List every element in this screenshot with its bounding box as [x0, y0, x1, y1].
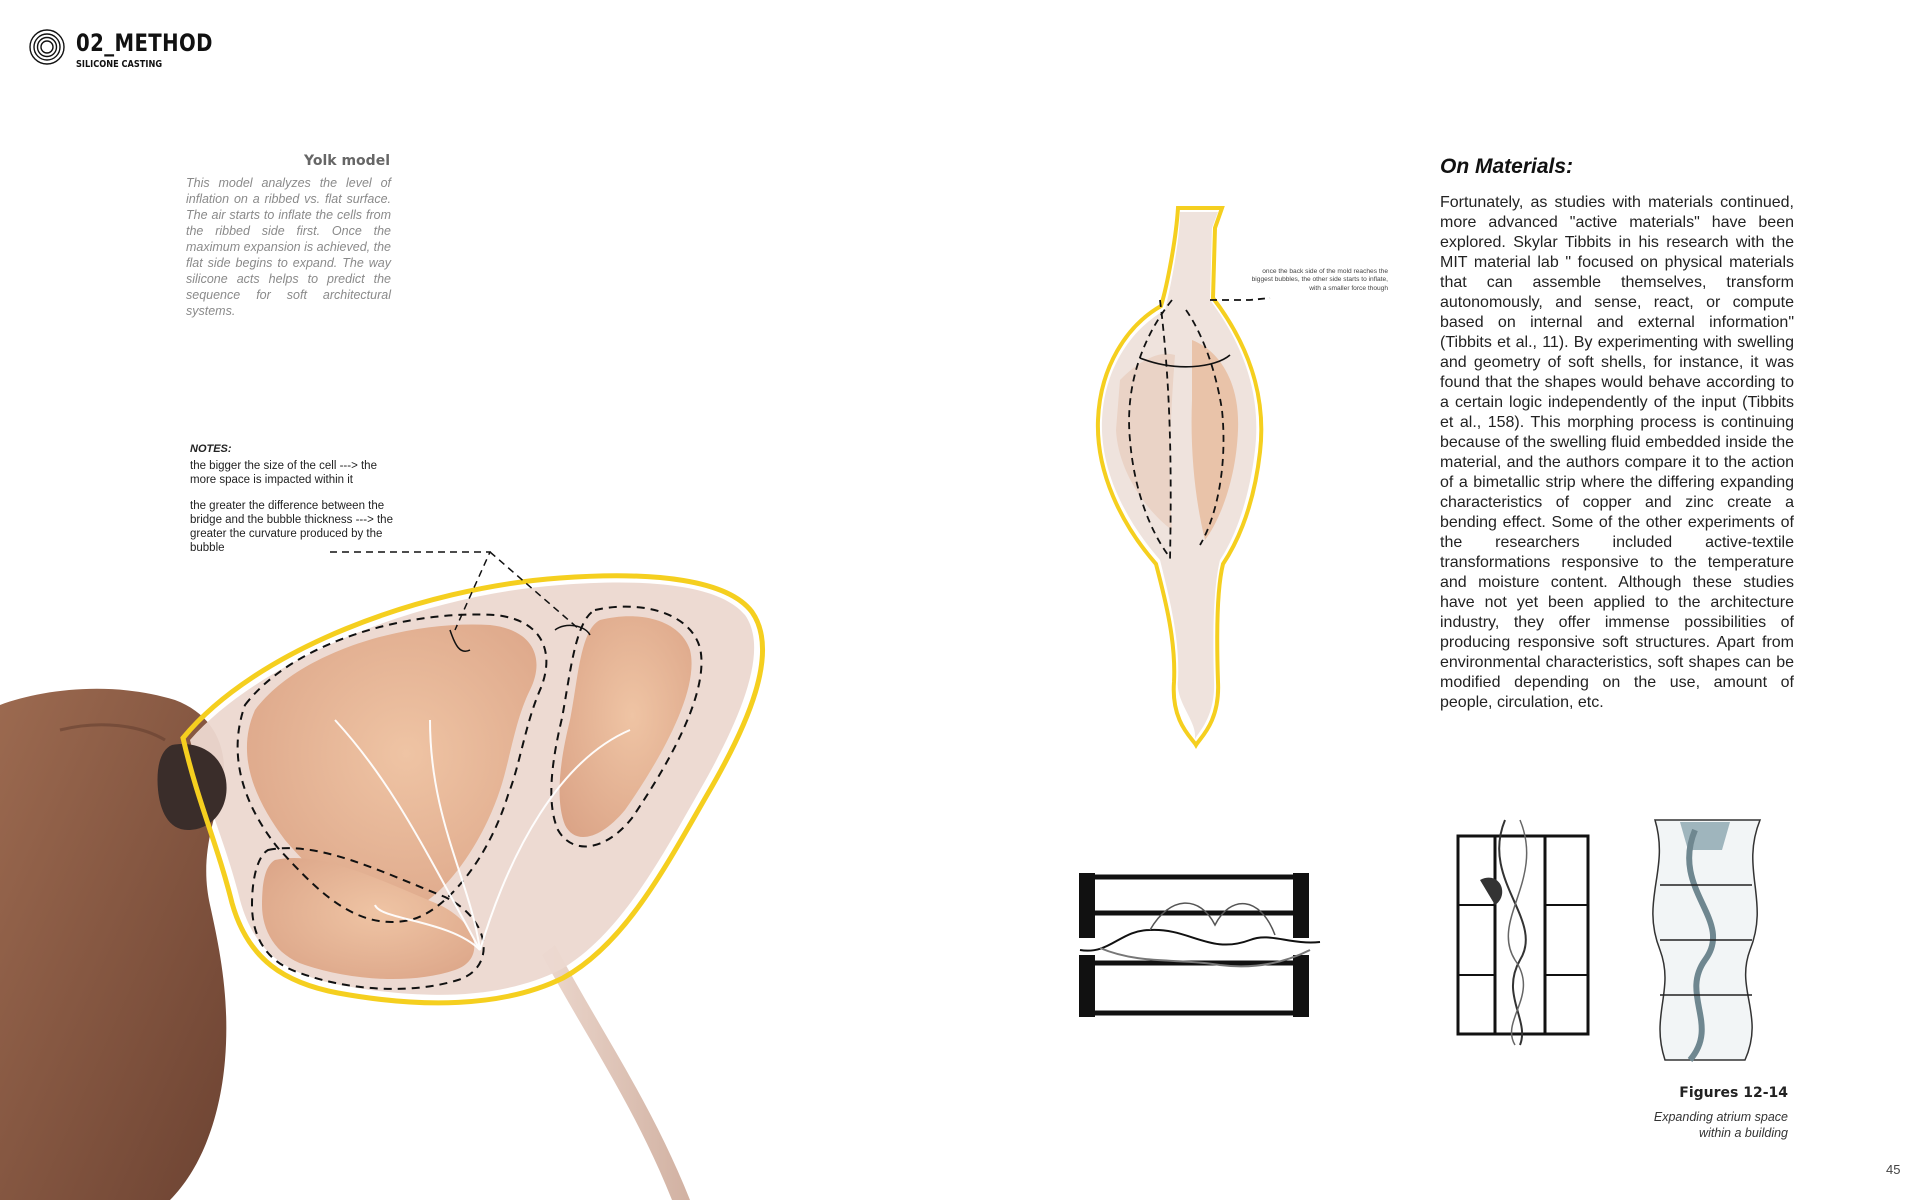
yolk-model-block: [186, 153, 391, 319]
yolk-model-title: Yolk model: [304, 153, 390, 169]
materials-body: Fortunately, as studies with materials continued, more advanced "active materials" have been explored. Skylar Tibbits in his research with the MIT material lab " focused on physical materials that can assemble themselves, transform autonomously, and sense, react, or compute based on internal and external information" (Tibbits et al., 11). By experimenting with swelling and geometry of soft shells, for instance, it was found that the shapes would behave according to a certain logic independently of the input (Tibbits et al., 158). This morphing process is continuing because of the swelling fluid embedded inside the material, and the authors compare it to the action of a bimetallic strip where the differing expanding characteristics of copper and zinc create a bending effect. Some of the other experiments of the researchers included active-textile transformations responsive to the temperature and moisture content. Although these studies have not yet been applied to the architecture industry, they offer immense possibilities of producing responsive soft structures. Apart from environmental characteristics, soft shapes can be modified depending on the use, amount of people, circulation, etc.: [1440, 194, 1794, 711]
yolk-model-body: This model analyzes the level of inflation on a ribbed vs. flat surface. The air starts to inflate the cells from the ribbed side first. Once the maximum expansion is achieved, the flat side begins to expand. The way silicone acts helps to predict the sequence for soft architectural systems.: [186, 176, 391, 318]
section-sketch: [1079, 873, 1320, 1017]
materials-block: [1440, 155, 1794, 713]
notes-heading: NOTES:: [190, 443, 232, 455]
notes-block: [190, 442, 400, 567]
note-item: the greater the difference between the bridge and the bubble thickness ---> the greater the curvature produced by the bubble: [190, 500, 393, 554]
profile-annotation: once the back side of the mold reaches the biggest bubbles, the other side starts to inflate, with a smaller force though: [1251, 268, 1388, 292]
figures-title: Figures 12-14: [1679, 1085, 1788, 1101]
materials-heading: On Materials:: [1440, 155, 1574, 178]
side-profile-photo: [1098, 208, 1270, 745]
section-title: 02_METHOD: [76, 29, 213, 57]
air-tube: [542, 945, 690, 1200]
section-subtitle: SILICONE CASTING: [76, 59, 163, 70]
concentric-circles-icon: [28, 28, 66, 66]
yolk-model-photo: [0, 552, 763, 1200]
figures-caption: [1620, 1085, 1788, 1141]
note-item: the bigger the size of the cell ---> the more space is impacted within it: [190, 460, 377, 486]
atrium-sketch-1: [1458, 820, 1588, 1045]
header: [28, 28, 243, 70]
page-number: 45: [1886, 1162, 1901, 1177]
atrium-sketch-2: [1653, 820, 1760, 1060]
figures-subcaption: Expanding atrium space within a building: [1653, 1110, 1788, 1140]
